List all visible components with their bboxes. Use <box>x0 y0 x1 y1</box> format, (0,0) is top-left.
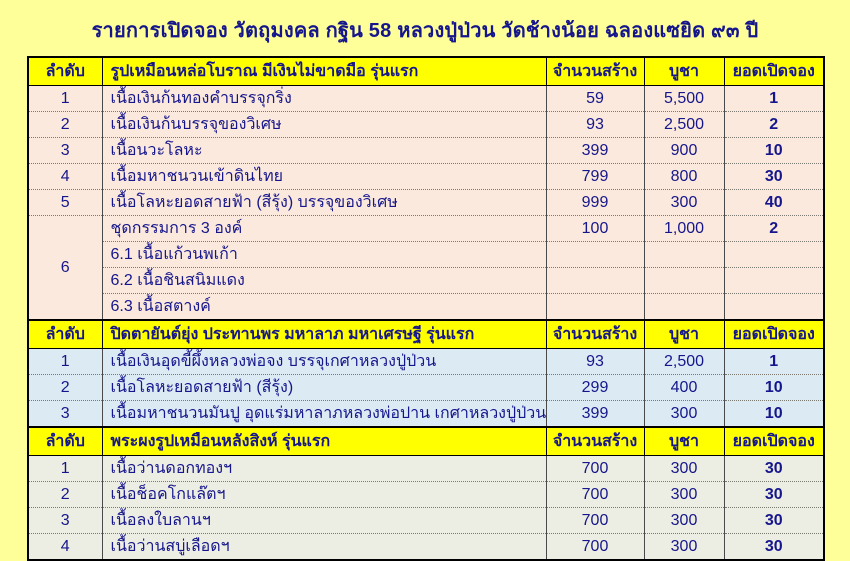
cell-price: 400 <box>644 375 724 401</box>
table-row <box>28 508 824 534</box>
cell-desc: เนื้อโลหะยอดสายฟ้า (สีรุ้ง) บรรจุของวิเศษ <box>102 190 546 216</box>
cell-price: 2,500 <box>644 349 724 375</box>
table-header-row <box>28 320 824 349</box>
cell-desc: 6.3 เนื้อสตางค์ <box>102 294 546 321</box>
cell-desc: เนื้อช็อคโกแล๊ตฯ <box>102 482 546 508</box>
col-header-order: ลำดับ <box>28 320 102 349</box>
cell-order: 3 <box>28 138 102 164</box>
cell-order: 1 <box>28 86 102 112</box>
reservation-table-section-3 <box>27 426 825 561</box>
cell-booked <box>724 242 824 268</box>
cell-booked: 40 <box>724 190 824 216</box>
table-row <box>28 164 824 190</box>
cell-desc: เนื้อว่านดอกทองฯ <box>102 456 546 482</box>
table-row <box>28 112 824 138</box>
cell-made: 799 <box>546 164 644 190</box>
cell-desc: เนื้อโลหะยอดสายฟ้า (สีรุ้ง) <box>102 375 546 401</box>
col-header-booked: ยอดเปิดจอง <box>724 57 824 86</box>
col-header-made: จำนวนสร้าง <box>546 57 644 86</box>
cell-made: 93 <box>546 112 644 138</box>
cell-made: 700 <box>546 508 644 534</box>
page-title: รายการเปิดจอง วัตถุมงคล กฐิน 58 หลวงปู่ป่วน วัดช้างน้อย ฉลองแซยิด ๙๓ ปี <box>91 20 759 42</box>
table-row <box>28 294 824 321</box>
cell-order: 4 <box>28 534 102 561</box>
cell-price: 300 <box>644 482 724 508</box>
cell-desc: เนื้อเงินก้นทองคำบรรจุกริ่ง <box>102 86 546 112</box>
cell-desc: เนื้อลงใบลานฯ <box>102 508 546 534</box>
cell-booked: 2 <box>724 112 824 138</box>
table-header-row <box>28 57 824 86</box>
reservation-table-section-2 <box>27 319 825 428</box>
table-header-row <box>28 427 824 456</box>
table-row <box>28 482 824 508</box>
cell-price: 900 <box>644 138 724 164</box>
cell-desc: เนื้อมหาชนวนเข้าดินไทย <box>102 164 546 190</box>
cell-booked: 1 <box>724 86 824 112</box>
cell-desc: เนื้อว่านสบู่เลือดฯ <box>102 534 546 561</box>
cell-price: 300 <box>644 508 724 534</box>
cell-desc: เนื้อเงินก้นบรรจุของวิเศษ <box>102 112 546 138</box>
table-row <box>28 534 824 561</box>
col-header-price: บูชา <box>644 427 724 456</box>
cell-price: 800 <box>644 164 724 190</box>
cell-booked: 10 <box>724 375 824 401</box>
table-row <box>28 138 824 164</box>
cell-price: 5,500 <box>644 86 724 112</box>
col-header-made: จำนวนสร้าง <box>546 427 644 456</box>
cell-order: 4 <box>28 164 102 190</box>
cell-price <box>644 294 724 321</box>
col-header-booked: ยอดเปิดจอง <box>724 320 824 349</box>
cell-order: 6 <box>28 216 102 321</box>
cell-desc: 6.2 เนื้อชินสนิมแดง <box>102 268 546 294</box>
cell-price: 1,000 <box>644 216 724 242</box>
cell-made <box>546 268 644 294</box>
cell-made: 93 <box>546 349 644 375</box>
cell-booked <box>724 294 824 321</box>
cell-order: 3 <box>28 401 102 428</box>
cell-booked: 10 <box>724 138 824 164</box>
cell-made: 100 <box>546 216 644 242</box>
cell-price <box>644 268 724 294</box>
cell-made: 700 <box>546 482 644 508</box>
cell-price: 2,500 <box>644 112 724 138</box>
col-header-order: ลำดับ <box>28 57 102 86</box>
table-row <box>28 401 824 428</box>
col-header-booked: ยอดเปิดจอง <box>724 427 824 456</box>
cell-order: 3 <box>28 508 102 534</box>
table-row <box>28 456 824 482</box>
cell-made: 399 <box>546 138 644 164</box>
cell-desc: ชุดกรรมการ 3 องค์ <box>102 216 546 242</box>
cell-desc: 6.1 เนื้อแก้วนพเก้า <box>102 242 546 268</box>
cell-desc: เนื้อนวะโลหะ <box>102 138 546 164</box>
cell-order: 1 <box>28 349 102 375</box>
cell-booked: 30 <box>724 508 824 534</box>
cell-made <box>546 294 644 321</box>
cell-made: 399 <box>546 401 644 428</box>
cell-order: 2 <box>28 482 102 508</box>
cell-booked <box>724 268 824 294</box>
cell-order: 2 <box>28 375 102 401</box>
cell-desc: เนื้อมหาชนวนมันปู อุดแร่มหาลาภหลวงพ่อปาน เกศาหลวงปู่ป่วน <box>102 401 546 428</box>
table-row <box>28 86 824 112</box>
col-header-made: จำนวนสร้าง <box>546 320 644 349</box>
cell-made: 299 <box>546 375 644 401</box>
cell-price: 300 <box>644 456 724 482</box>
table-row <box>28 242 824 268</box>
table-row <box>28 190 824 216</box>
cell-order: 1 <box>28 456 102 482</box>
cell-booked: 1 <box>724 349 824 375</box>
cell-price: 300 <box>644 401 724 428</box>
table-row <box>28 216 824 242</box>
cell-booked: 30 <box>724 456 824 482</box>
cell-made: 700 <box>546 534 644 561</box>
table-row <box>28 268 824 294</box>
col-header-price: บูชา <box>644 57 724 86</box>
cell-booked: 10 <box>724 401 824 428</box>
cell-booked: 30 <box>724 482 824 508</box>
cell-price: 300 <box>644 534 724 561</box>
cell-desc: เนื้อเงินอุดขี้ผึ้งหลวงพ่อจง บรรจุเกศาหลวงปู่ป่วน <box>102 349 546 375</box>
cell-order: 2 <box>28 112 102 138</box>
cell-made: 999 <box>546 190 644 216</box>
table-row <box>28 349 824 375</box>
reservation-tables <box>27 56 823 561</box>
cell-made: 59 <box>546 86 644 112</box>
cell-booked: 30 <box>724 534 824 561</box>
cell-order: 5 <box>28 190 102 216</box>
cell-price <box>644 242 724 268</box>
table-row <box>28 375 824 401</box>
col-header-order: ลำดับ <box>28 427 102 456</box>
cell-price: 300 <box>644 190 724 216</box>
col-header-item: ปิดตายันต์ยุ่ง ประทานพร มหาลาภ มหาเศรษฐี รุ่นแรก <box>102 320 546 349</box>
col-header-price: บูชา <box>644 320 724 349</box>
cell-made <box>546 242 644 268</box>
cell-booked: 2 <box>724 216 824 242</box>
col-header-item: พระผงรูปเหมือนหลังสิงห์ รุ่นแรก <box>102 427 546 456</box>
cell-made: 700 <box>546 456 644 482</box>
reservation-table-section-1 <box>27 56 825 321</box>
cell-booked: 30 <box>724 164 824 190</box>
col-header-item: รูปเหมือนหล่อโบราณ มีเงินไม่ขาดมือ รุ่นแรก <box>102 57 546 86</box>
